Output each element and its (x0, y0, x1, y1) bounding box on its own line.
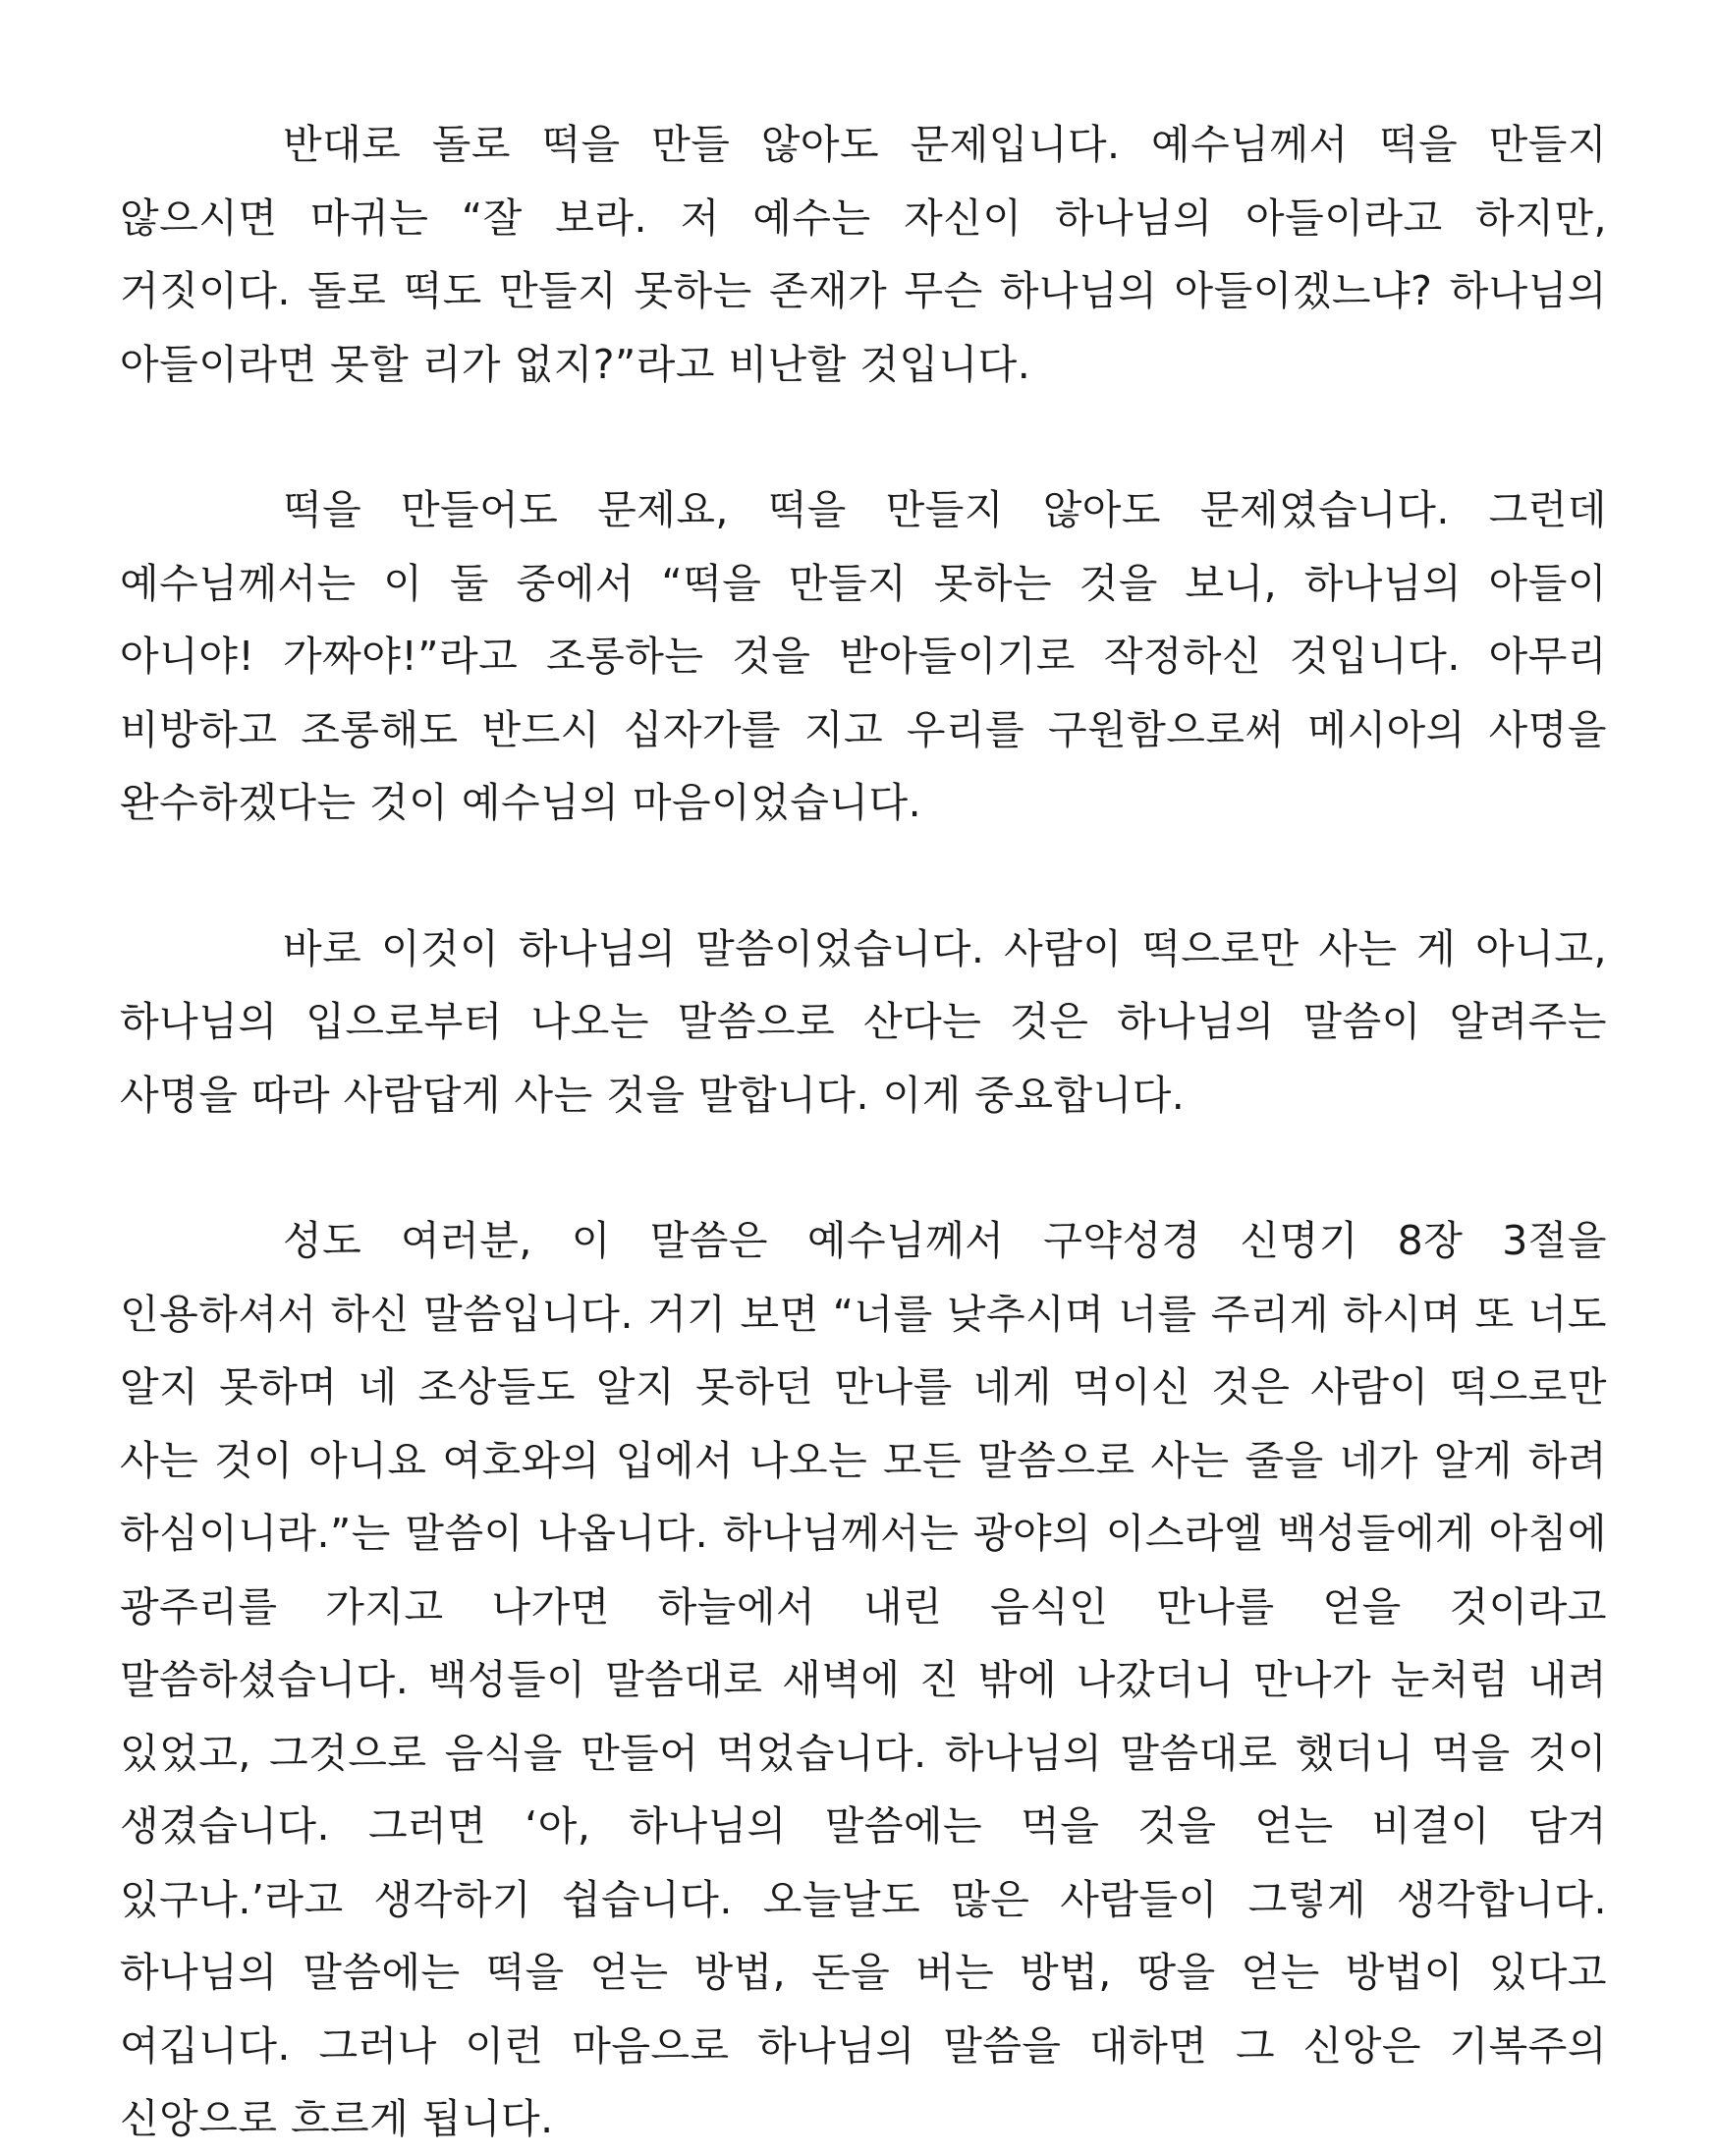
paragraph-1: 반대로 돌로 떡을 만들 않아도 문제입니다. 예수님께서 떡을 만들지 않으시면 마귀는 “잘 보라. 저 예수는 자신이 하나님의 아들이라고 하지만, 거짓이다. 돌로 떡도 만들지 못하는 존재가 무슨 하나님의 아들이겠느냐? 하나님의 아들이라면 못할 리가 없지?”라고 비난할 것입니다. (120, 121, 1607, 388)
paragraph-2: 떡을 만들어도 문제요, 떡을 만들지 않아도 문제였습니다. 그런데 예수님께서는 이 둘 중에서 “떡을 만들지 못하는 것을 보니, 하나님의 아들이 아니야! 가짜야!”라고 조롱하는 것을 받아들이기로 작정하신 것입니다. 아무리 비방하고 조롱해도 반드시 십자가를 지고 우리를 구원함으로써 메시아의 사명을 완수하겠다는 것이 예수님의 마음이었습니다. (120, 486, 1607, 826)
paragraph-4: 성도 여러분, 이 말씀은 예수님께서 구약성경 신명기 8장 3절을 인용하셔서 하신 말씀입니다. 거기 보면 “너를 낮추시며 너를 주리게 하시며 또 너도 알지 못하며 네 조상들도 알지 못하던 만나를 네게 먹이신 것은 사람이 떡으로만 사는 것이 아니요 여호와의 입에서 나오는 모든 말씀으로 사는 줄을 네가 알게 하려 하심이니라.”는 말씀이 나옵니다. 하나님께서는 광야의 이스라엘 백성들에게 아침에 광주리를 가지고 나가면 하늘에서 내린 음식인 만나를 얻을 것이라고 말씀하셨습니다. 백성들이 말씀대로 새벽에 진 밖에 나갔더니 만나가 눈처럼 내려 있었고, 그것으로 음식을 만들어 먹었습니다. 하나님의 말씀대로 했더니 먹을 것이 생겼습니다. 그러면 ‘아, 하나님의 말씀에는 먹을 것을 얻는 비결이 담겨 있구나.’라고 생각하기 쉽습니다. 오늘날도 많은 사람들이 그렇게 생각합니다. 하나님의 말씀에는 떡을 얻는 방법, 돈을 버는 방법, 땅을 얻는 방법이 있다고 여깁니다. 그러나 이런 마음으로 하나님의 말씀을 대하면 그 신앙은 기복주의 신앙으로 흐르게 됩니다. (120, 1217, 1607, 2142)
paragraph-3: 바로 이것이 하나님의 말씀이었습니다. 사람이 떡으로만 사는 게 아니고, 하나님의 입으로부터 나오는 말씀으로 산다는 것은 하나님의 말씀이 알려주는 사명을 따라 사람답게 사는 것을 말합니다. 이게 중요합니다. (120, 924, 1607, 1119)
document-page (120, 108, 1607, 2156)
